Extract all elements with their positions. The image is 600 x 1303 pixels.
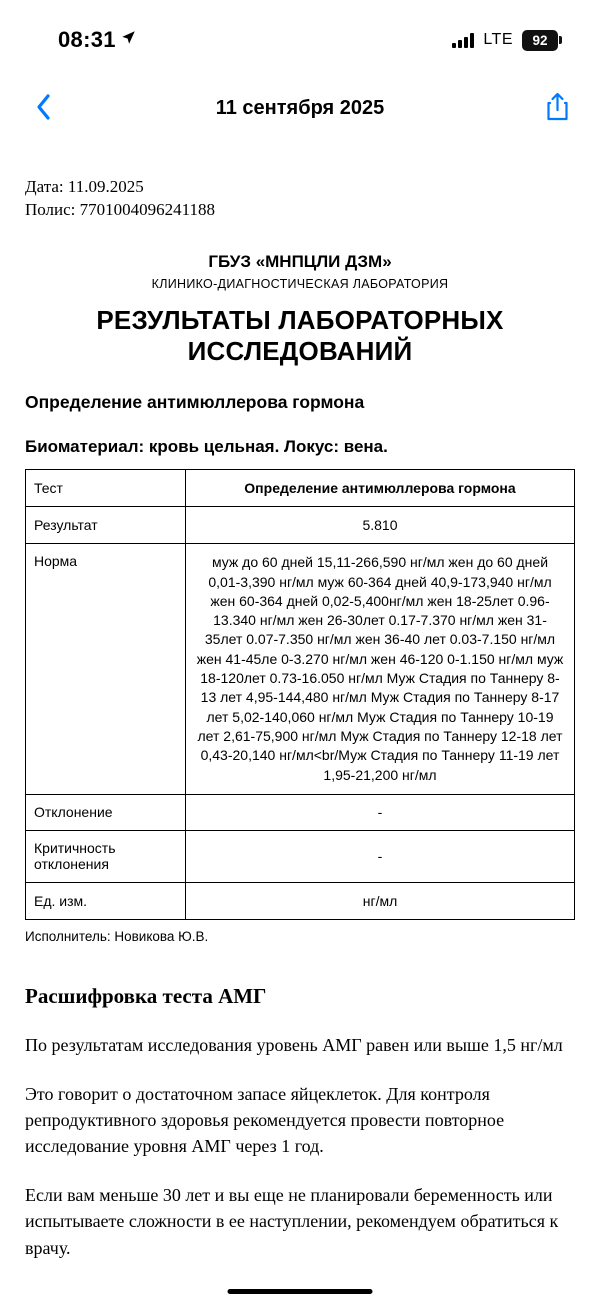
- battery-icon: [522, 30, 562, 51]
- row-value: -: [186, 794, 575, 830]
- results-table: [25, 469, 575, 920]
- executor-line: Исполнитель: Новикова Ю.В.: [25, 928, 209, 944]
- document-meta: [25, 176, 575, 222]
- battery-percent: 92: [522, 30, 558, 51]
- interpretation-title: Расшифровка теста АМГ: [25, 983, 267, 1008]
- chevron-left-icon: [35, 93, 51, 124]
- status-time-group: [58, 27, 136, 53]
- back-button[interactable]: [26, 93, 60, 124]
- page-title: 11 сентября 2025: [215, 96, 385, 119]
- interpretation-paragraph: Это говорит о достаточном запасе яйцеклеток. Для контроля репродуктивного здоровья рекомендуется провести повторное исследование уровня АМГ через 1 год.: [25, 1084, 505, 1157]
- row-label: Норма: [26, 544, 186, 795]
- share-icon: [545, 91, 570, 125]
- table-row: [26, 507, 575, 544]
- row-value: -: [186, 830, 575, 882]
- row-value: нг/мл: [186, 882, 575, 919]
- share-button[interactable]: [540, 91, 574, 125]
- network-type-label: LTE: [483, 31, 513, 48]
- report-title: РЕЗУЛЬТАТЫ ЛАБОРАТОРНЫХ ИССЛЕДОВАНИЙ: [96, 304, 504, 366]
- date-line: Дата: 11.09.2025: [25, 177, 144, 196]
- nav-bar: [0, 86, 600, 130]
- table-row: [26, 544, 575, 795]
- organization-subtitle: КЛИНИКО-ДИАГНОСТИЧЕСКАЯ ЛАБОРАТОРИЯ: [151, 276, 449, 291]
- table-row: [26, 830, 575, 882]
- interpretation-paragraph: По результатам исследования уровень АМГ равен или выше 1,5 нг/мл: [25, 1034, 563, 1055]
- clock-time: 08:31: [58, 27, 116, 52]
- cellular-signal-icon: [452, 33, 474, 48]
- policy-line: Полис: 7701004096241188: [25, 199, 216, 219]
- interpretation-paragraph: Если вам меньше 30 лет и вы еще не планировали беременность или испытываете сложности в ее наступлении, рекомендуем обратиться к врачу.: [25, 1185, 559, 1258]
- biomaterial-line: Биоматериал: кровь цельная. Локус: вена.: [25, 437, 388, 457]
- row-label: Результат: [26, 507, 186, 544]
- row-value: 5.810: [186, 507, 575, 544]
- row-value: муж до 60 дней 15,11-266,590 нг/мл жен до 60 дней 0,01-3,390 нг/мл муж 60-364 дней 40,9-173,940 нг/мл жен 60-364 дней 0,02-5,400нг/мл жен 18-25лет 0.96-13.340 нг/мл жен 26-30лет 0.17-7.370 нг/мл жен 31-35лет 0.07-7.350 нг/мл жен 36-40 лет 0.03-7.150 нг/мл жен 41-45ле 0-3.270 нг/мл жен 46-120 0-1.150 нг/мл муж 18-120лет 0.73-16.050 нг/мл Муж Стадия по Таннеру 8-13 лет 4,95-144,480 нг/мл Муж Стадия по Таннеру 8-17 лет 5,02-140,060 нг/мл Муж Стадия по Таннеру 10-19 лет 2,61-75,900 нг/мл Муж Стадия по Таннеру 12-18 лет 0,43-20,140 нг/мл<br/Муж Стадия по Таннеру 11-19 лет 1,95-21,200 нг/мл: [186, 544, 575, 795]
- table-row: [26, 882, 575, 919]
- table-row: [26, 794, 575, 830]
- organization-name: ГБУЗ «МНПЦЛИ ДЗМ»: [208, 251, 392, 271]
- status-right-group: [452, 30, 562, 51]
- location-arrow-icon: [121, 30, 136, 50]
- row-value: Определение антимюллерова гормона: [186, 470, 575, 507]
- status-bar: [0, 0, 600, 56]
- row-label: Отклонение: [26, 794, 186, 830]
- home-indicator[interactable]: [228, 1289, 373, 1294]
- row-label: Критичность отклонения: [26, 830, 186, 882]
- test-section-title: Определение антимюллерова гормона: [25, 392, 365, 413]
- row-label: Ед. изм.: [26, 882, 186, 919]
- row-label: Тест: [26, 470, 186, 507]
- document-viewer: [0, 176, 600, 1261]
- table-row: [26, 470, 575, 507]
